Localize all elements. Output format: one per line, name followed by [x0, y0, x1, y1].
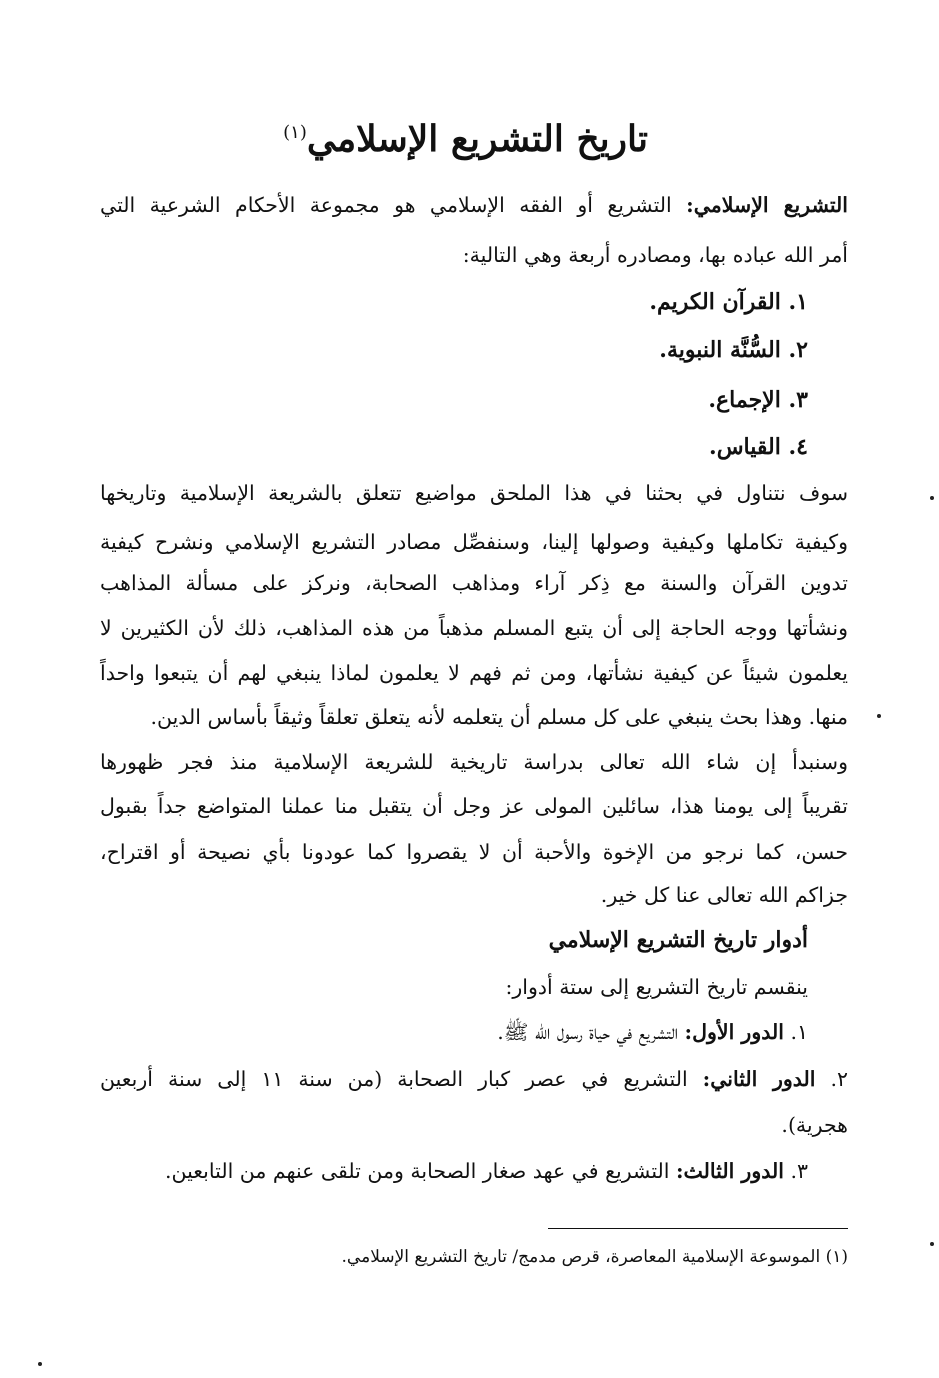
source-item-ijma: ٣. الإجماع. [708, 387, 808, 413]
era-label: الدور الثاني: [702, 1067, 816, 1091]
intro-text-1: التشريع أو الفقه الإسلامي هو مجموعة الأحكام الشرعية التي [100, 193, 687, 217]
era-number: ٢. [815, 1067, 848, 1091]
era-text: التشريع في حياة رسول الله ﷺ. [497, 1020, 685, 1044]
era-text: التشريع في عهد صغار الصحابة ومن تلقى عنهم من التابعين. [164, 1159, 676, 1183]
source-item-sunnah: ٢. السُّنَّة النبوية. [659, 337, 808, 363]
para2-line-4: جزاكم الله تعالى عنا كل خير. [600, 883, 848, 907]
footnote: (١) الموسوعة الإسلامية المعاصرة، قرص مدمج/ تاريخ التشريع الإسلامي. [341, 1247, 848, 1267]
para1-line-6: منها. وهذا بحث ينبغي على كل مسلم أن يتعلمه لأنه يتعلق تعلقاً وثيقاً بأساس الدين. [150, 705, 848, 729]
para2-line-3: حسن، كما نرجو من الإخوة والأحبة أن لا يقصروا كما عودونا بأي نصيحة أو اقتراح، [100, 840, 848, 864]
era-item-2-continued: هجرية). [781, 1113, 848, 1137]
intro-term: التشريع الإسلامي: [686, 193, 848, 217]
era-item-2 [100, 1057, 848, 1101]
era-label: الدور الثالث: [675, 1159, 784, 1183]
section-heading: أدوار تاريخ التشريع الإسلامي [548, 927, 808, 953]
scan-speck [930, 1242, 934, 1246]
source-item-qiyas: ٤. القياس. [709, 434, 808, 460]
era-number: ١. [783, 1020, 808, 1044]
era-number: ٣. [783, 1159, 808, 1183]
page-title-text: تاريخ التشريع الإسلامي [306, 118, 648, 160]
era-item-3 [165, 1149, 808, 1193]
para2-line-2: تقريباً إلى يومنا هذا، سائلين المولى عز وجل أن يتقبل منا عملنا المتواضع جداً بقبول [100, 794, 848, 818]
scan-speck [877, 714, 881, 718]
page-title [283, 118, 648, 160]
section-intro: ينقسم تاريخ التشريع إلى ستة أدوار: [505, 975, 808, 999]
era-text: التشريع في عصر كبار الصحابة (من سنة ١١ إلى سنة أربعين [100, 1067, 703, 1091]
intro-line-2: أمر الله عباده بها، ومصادره أربعة وهي التالية: [462, 243, 848, 267]
footnote-divider [548, 1228, 848, 1229]
para1-line-5: يعلمون شيئاً عن كيفية نشأتها، ومن ثم فهم لا يعلمون لماذا ينبغي لهم أن يتبعوا واحداً [100, 661, 848, 685]
intro-line-1 [100, 183, 848, 227]
scan-speck [930, 496, 934, 500]
para2-line-1: وسنبدأ إن شاء الله تعالى بدراسة تاريخية للشريعة الإسلامية منذ فجر ظهورها [100, 750, 848, 774]
era-item-1 [497, 1010, 808, 1054]
para1-line-2: وكيفية تكاملها وكيفية وصولها إلينا، وسنفصِّل مصادر التشريع الإسلامي ونشرح كيفية [100, 530, 848, 554]
source-item-quran: ١. القرآن الكريم. [649, 289, 808, 315]
document-page [100, 0, 848, 1378]
title-footnote-marker: (١) [283, 122, 307, 143]
para1-line-4: ونشأتها ووجه الحاجة إلى أن يتبع المسلم مذهباً من هذه المذاهب، ذلك لأن الكثيرين لا [100, 616, 848, 640]
era-label: الدور الأول: [684, 1020, 784, 1044]
scan-speck [38, 1362, 42, 1366]
para1-line-3: تدوين القرآن والسنة مع ذِكر آراء ومذاهب الصحابة، ونركز على مسألة المذاهب [100, 571, 848, 595]
para1-line-1: سوف نتناول في بحثنا في هذا الملحق مواضيع تتعلق بالشريعة الإسلامية وتاريخها [100, 481, 848, 505]
